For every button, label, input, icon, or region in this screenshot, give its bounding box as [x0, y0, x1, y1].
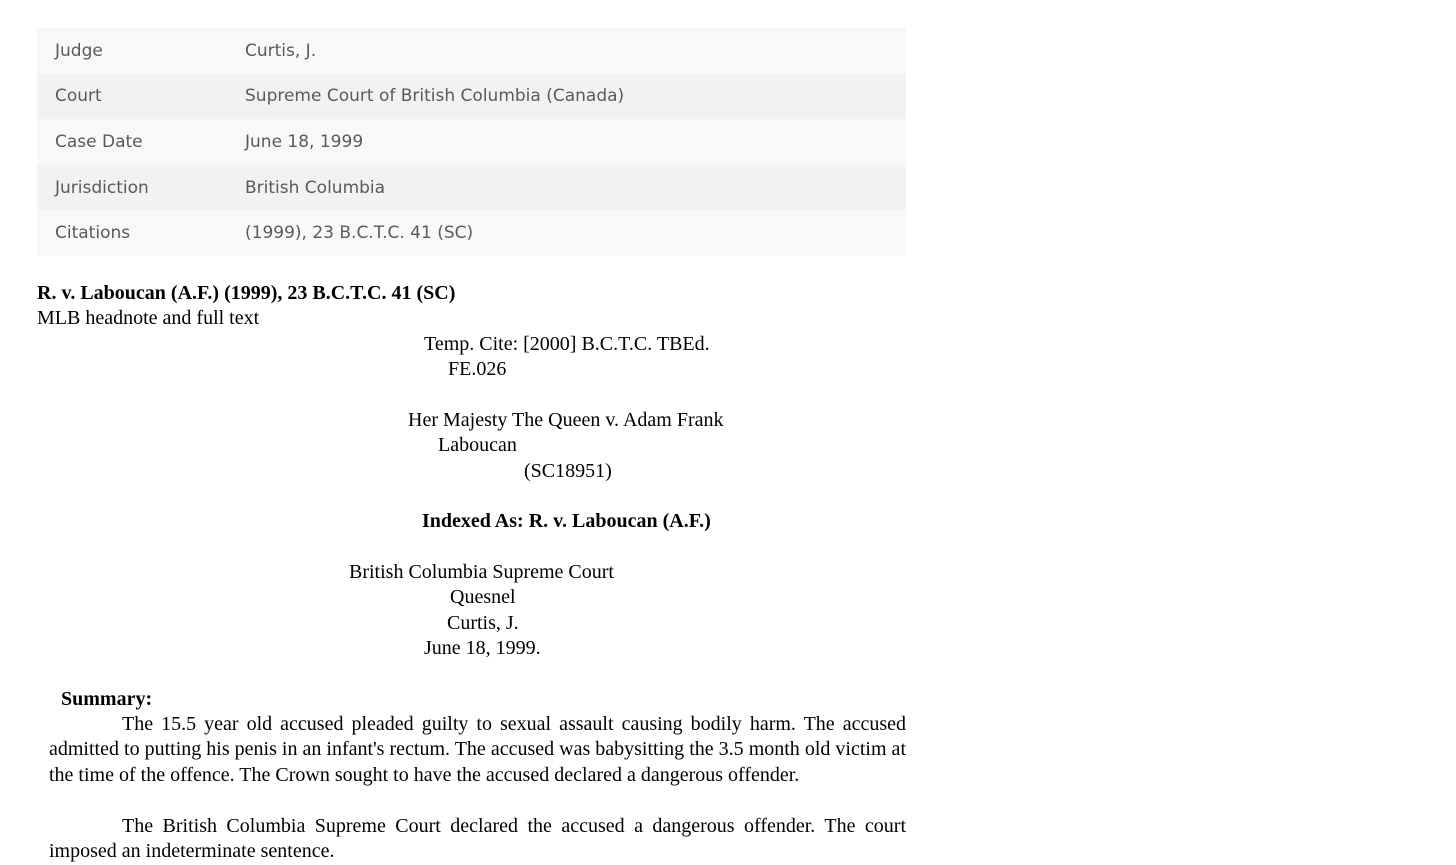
case-info-row-citations [37, 210, 906, 256]
case-info-value: Curtis, J. [245, 40, 317, 61]
case-info-row-court [37, 74, 906, 120]
judge-name: Curtis, J. [447, 612, 519, 634]
case-info-label: Jurisdiction [55, 177, 149, 198]
case-info-row-case-date [37, 119, 906, 165]
parties-line-1: Her Majesty The Queen v. Adam Frank [408, 409, 724, 431]
indexed-as: Indexed As: R. v. Laboucan (A.F.) [422, 510, 711, 532]
temp-cite-line-1: Temp. Cite: [2000] B.C.T.C. TBEd. [424, 333, 710, 355]
case-info-label: Court [55, 86, 102, 107]
document-title: R. v. Laboucan (A.F.) (1999), 23 B.C.T.C. 41 (SC) [37, 282, 456, 304]
decision-date: June 18, 1999. [424, 637, 541, 659]
file-number: (SC18951) [524, 460, 612, 482]
case-info-value: British Columbia [245, 177, 386, 198]
summary-heading: Summary: [61, 688, 153, 710]
temp-cite-line-2: FE.026 [448, 358, 507, 380]
parties-line-2: Laboucan [438, 434, 517, 456]
court-location: Quesnel [450, 586, 516, 608]
case-info-row-jurisdiction [37, 165, 906, 211]
case-info-label: Case Date [55, 131, 143, 152]
case-info-value: Supreme Court of British Columbia (Canada) [245, 86, 625, 107]
case-info-value: June 18, 1999 [245, 131, 364, 152]
document-subtitle: MLB headnote and full text [37, 307, 260, 329]
case-info-row-judge [37, 28, 906, 74]
case-info-value: (1999), 23 B.C.T.C. 41 (SC) [245, 223, 474, 244]
court-name: British Columbia Supreme Court [349, 561, 614, 583]
case-info-label: Citations [55, 223, 131, 244]
summary-paragraph: The 15.5 year old accused pleaded guilty to sexual assault causing bodily harm. The accused admitted to putting his penis in an infant's rectum. The accused was babysitting the 3.5 month old victim at the time of the offence. The Crown sought to have the accused declared a dangerous offender. [49, 713, 906, 786]
case-info-label: Judge [55, 40, 103, 61]
summary-paragraph: The British Columbia Supreme Court declared the accused a dangerous offender. The court imposed an indeterminate sentence. [49, 815, 906, 863]
case-info-table [37, 28, 906, 256]
